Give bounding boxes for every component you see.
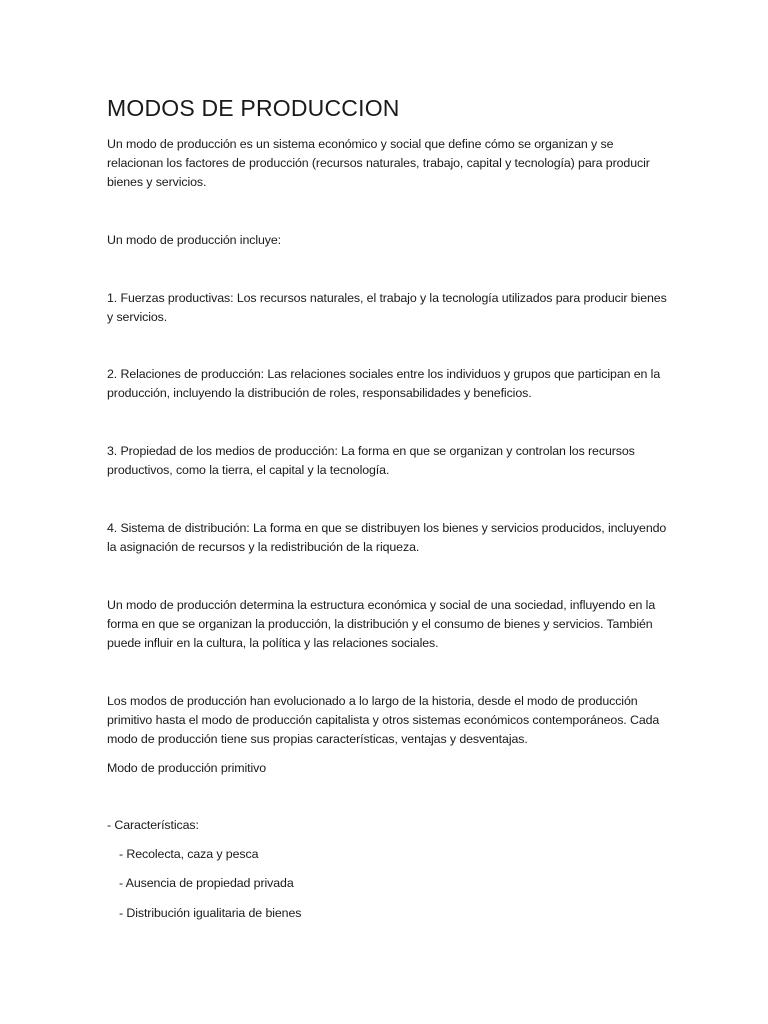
list-item: 3. Propiedad de los medios de producción: La forma en que se organizan y controlan los recursos productivos, como la tierra, el capital y la tecnología. [107, 444, 635, 477]
characteristic-item: - Ausencia de propiedad privada [119, 876, 294, 890]
characteristic-item: - Recolecta, caza y pesca [119, 847, 259, 861]
includes-heading: Un modo de producción incluye: [107, 233, 282, 247]
list-item: 1. Fuerzas productivas: Los recursos naturales, el trabajo y la tecnología utilizados para producir bienes y servicios. [107, 291, 667, 324]
list-item: 2. Relaciones de producción: Las relaciones sociales entre los individuos y grupos que participan en la producción, incluyendo la distribución de roles, responsabilidades y beneficios. [107, 367, 661, 400]
characteristic-item: - Distribución igualitaria de bienes [119, 906, 302, 920]
determines-paragraph: Un modo de producción determina la estructura económica y social de una sociedad, influyendo en la forma en que se organizan la producción, la distribución y el consumo de bienes y servicios. También puede influir en la cultura, la política y las relaciones sociales. [107, 598, 656, 650]
page-title: MODOS DE PRODUCCION [107, 95, 400, 121]
characteristics-label: - Características: [107, 818, 199, 832]
evolution-paragraph: Los modos de producción han evolucionado a lo largo de la historia, desde el modo de producción primitivo hasta el modo de producción capitalista y otros sistemas económicos contemporáneos. Cada modo de producción tiene sus propias características, ventajas y desventajas. [107, 694, 660, 746]
primitive-heading: Modo de producción primitivo [107, 761, 267, 775]
intro-paragraph: Un modo de producción es un sistema económico y social que define cómo se organizan y se relacionan los factores de producción (recursos naturales, trabajo, capital y tecnología) para producir bienes y servicios. [107, 137, 650, 189]
list-item: 4. Sistema de distribución: La forma en que se distribuyen los bienes y servicios producidos, incluyendo la asignación de recursos y la redistribución de la riqueza. [107, 521, 667, 554]
